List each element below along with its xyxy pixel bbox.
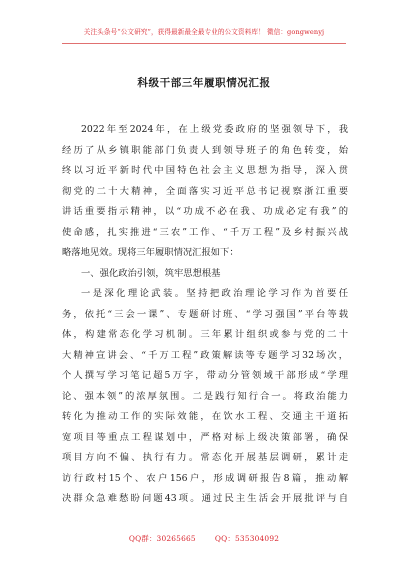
body-line: 经历了从乡镇职能部门负责人到领导班子的角色转变，始 (62, 144, 348, 156)
body-line: 一是深化理论武装。坚持把政治理论学习作为首要任 (81, 288, 348, 299)
footer-qq-group: QQ群：30265665 (128, 534, 196, 543)
document-body (62, 120, 348, 510)
footer (0, 533, 408, 544)
footer-qq-contact: QQ：535304092 (214, 534, 280, 543)
body-line: 讲话重要指示精神，以“功成不必在我、功成必定有我”的 (62, 206, 348, 217)
body-line: 使命感，扎实推进“三农”工作、“千万工程”及乡村振兴战 (62, 226, 348, 238)
header-banner: 关注头条号“公文研究”，获得最新最全最专业的公文资料库！ 微信：gongwenyj (83, 28, 325, 36)
body-line: 务，依托“三会一课”、专题研讨班、“学习强国”平台等载 (62, 308, 348, 320)
body-line: 决群众急难愁盼问题43项。通过民主生活会开展批评与自 (62, 493, 348, 504)
body-line: 体，构建常态化学习机制。三年累计组织或参与党的二十 (62, 329, 348, 340)
body-line: 转化为推动工作的实际效能，在饮水工程、交通主干道拓 (62, 411, 348, 422)
document-title: 科级干部三年履职情况汇报 (137, 77, 271, 89)
body-line: 访行政村15个、农户156户，形成调研报告8篇，推动解 (62, 472, 348, 484)
body-line: 个人撰写学习笔记超5万字，带动分管领域干部形成“学理 (62, 370, 348, 381)
body-line: 略落地见效。现将三年履职情况汇报如下： (62, 247, 239, 258)
body-line: 宽项目等重点工程谋划中，严格对标上级决策部署，确保 (62, 431, 348, 443)
body-line: 终以习近平新时代中国特色社会主义思想为指导，深入贯 (62, 165, 348, 176)
header-divider (62, 43, 346, 44)
body-line: 论、强本领”的浓厚氛围。二是践行知行合一。将政治能力 (62, 390, 348, 402)
body-line: 2022年至2024年，在上级党委政府的坚强领导下，我 (81, 124, 348, 135)
body-line: 一、强化政治引领，筑牢思想根基 (81, 267, 221, 279)
body-line: 项目方向不偏、执行有力。常态化开展基层调研，累计走 (62, 452, 348, 463)
body-line: 彻党的二十大精神，全面落实习近平总书记视察浙江重要 (62, 185, 348, 197)
body-line: 大精神宣讲会、“千万工程”政策解读等专题学习32场次， (62, 349, 348, 361)
